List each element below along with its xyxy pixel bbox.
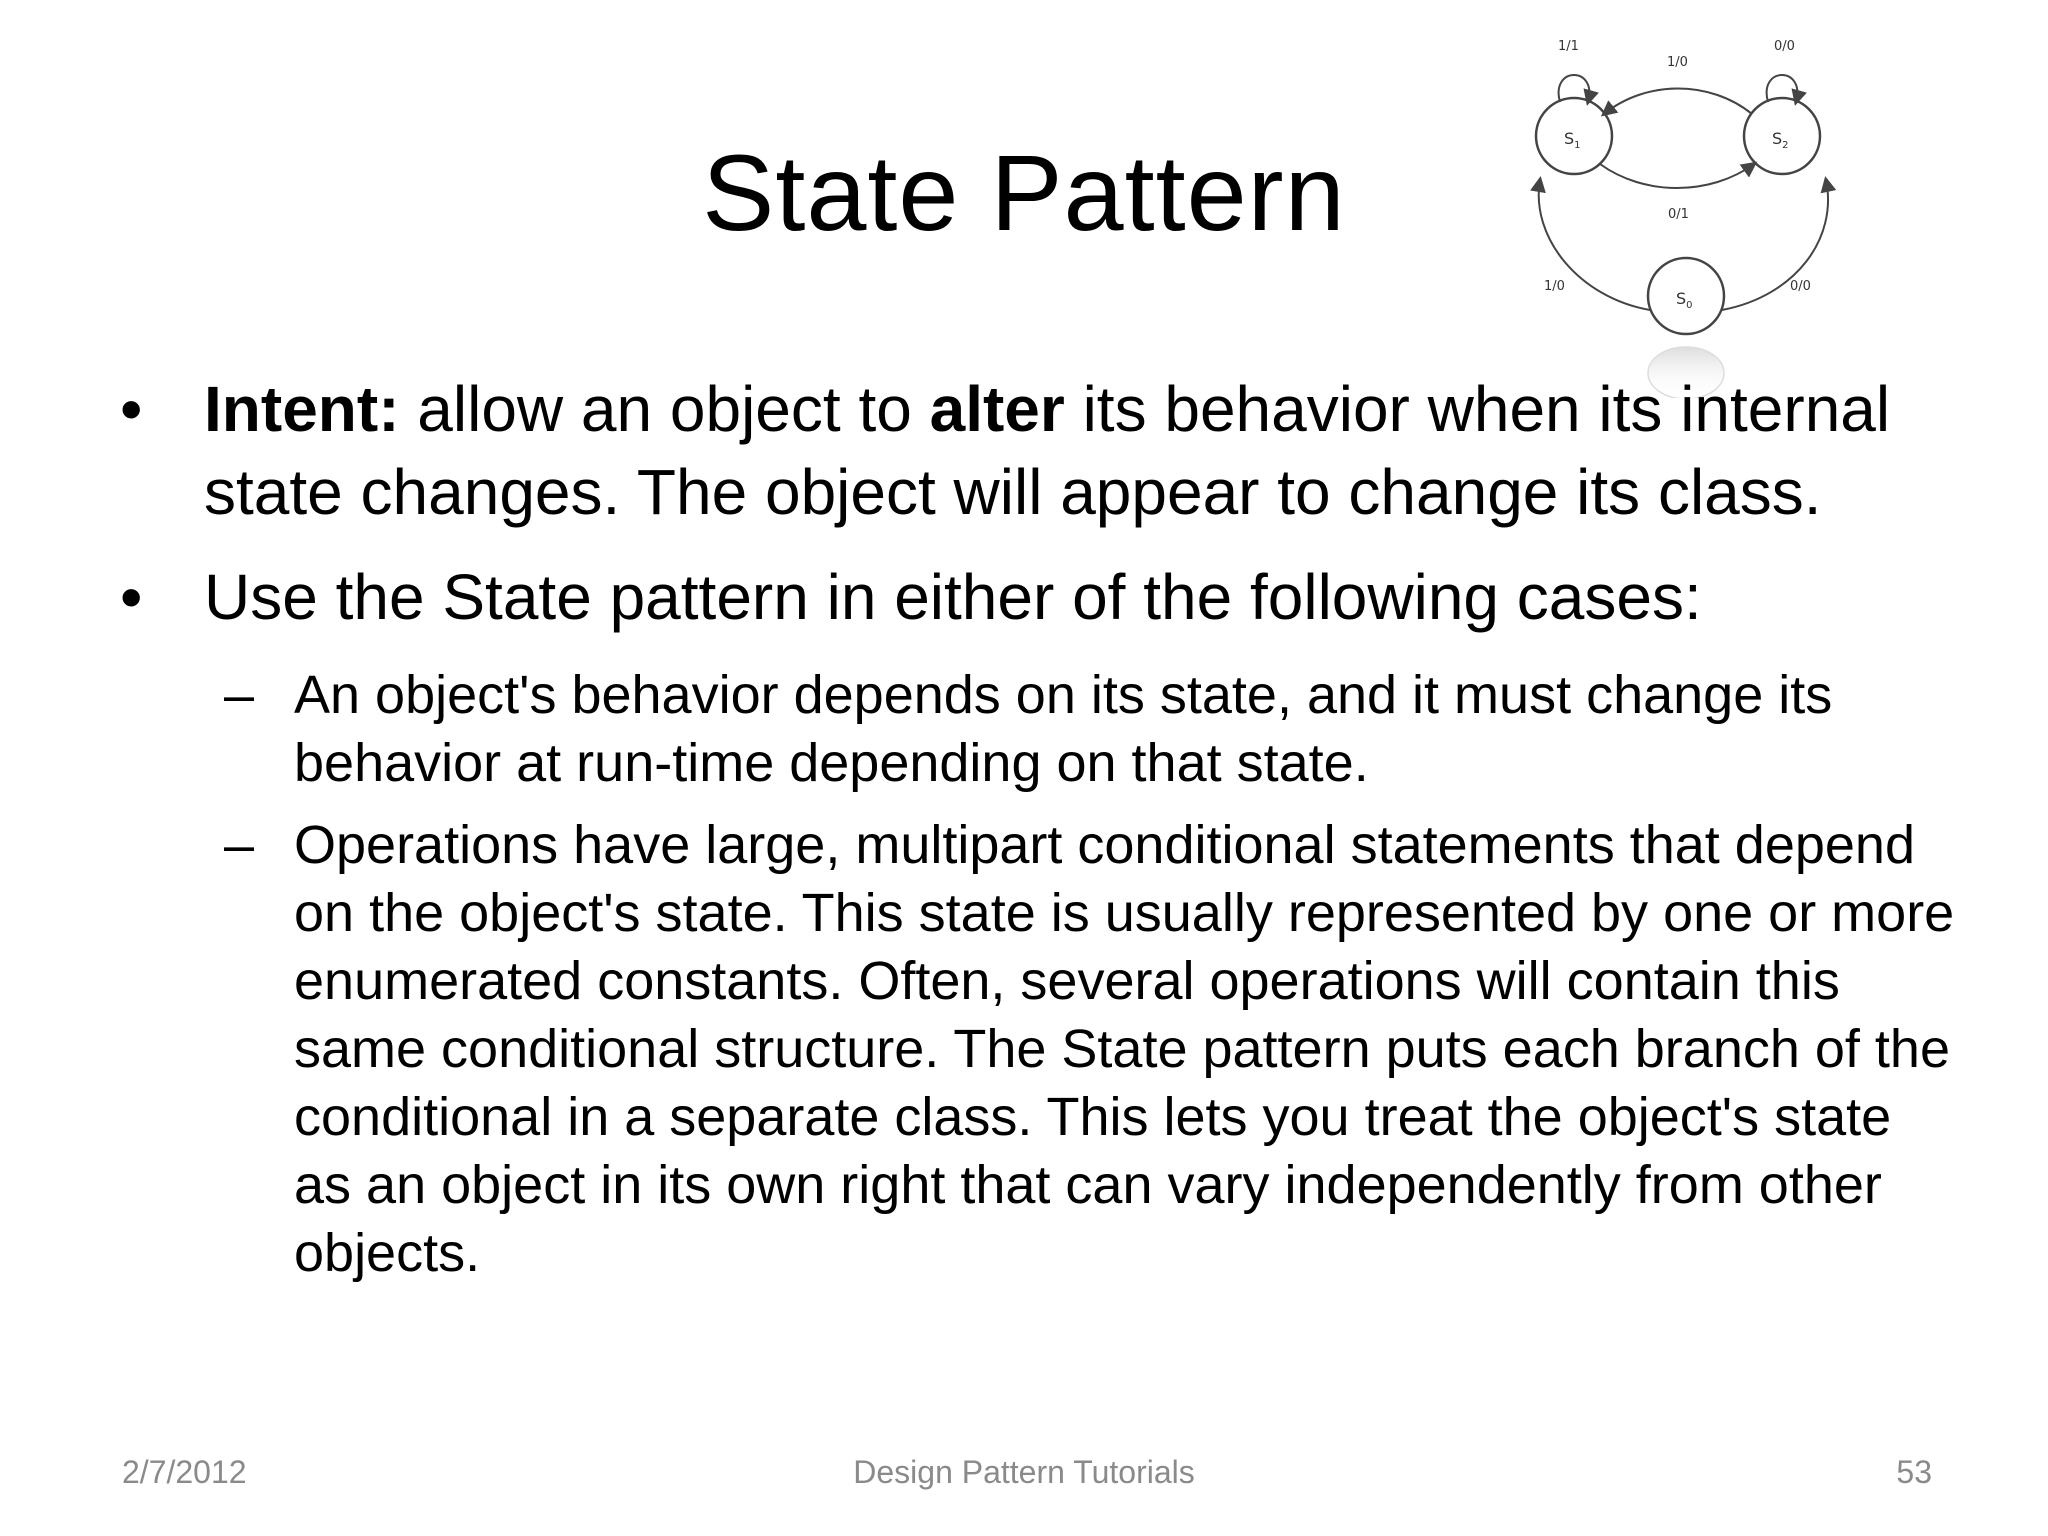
bullet-intent (120, 368, 1960, 534)
intent-emphasis: alter (929, 373, 1065, 445)
transition-label-s1-s2: 0/1 (1668, 207, 1689, 222)
transition-label-s2-self: 0/0 (1774, 39, 1795, 54)
sub-bullet-operations (120, 811, 1960, 1287)
sub-bullet-behavior-text: An object's behavior depends on its state, and it must change its behavior at run-time depending on that state. (294, 665, 1833, 793)
transition-s2-s1 (1604, 89, 1752, 115)
sub-bullet-mark: – (224, 665, 255, 725)
state-s0-label: $S_0$ (1676, 289, 1693, 311)
slide-title: State Pattern (702, 132, 1346, 253)
bullet-mark: • (120, 373, 143, 445)
transition-label-s0-s1: 1/0 (1544, 279, 1565, 294)
intent-label: Intent: (204, 373, 400, 445)
transition-s1-s2 (1600, 164, 1754, 188)
transition-label-s0-s2: 0/0 (1790, 279, 1811, 294)
bullet-use-cases (120, 556, 1960, 639)
transition-s0-s2 (1722, 180, 1828, 310)
footer-date: 2/7/2012 (122, 1454, 247, 1490)
state-s1-label: $S_1$ (1564, 129, 1581, 151)
bullet-use-cases-text: Use the State pattern in either of the following cases: (204, 561, 1702, 633)
intent-text-b: its behavior when its internal state changes. The object will appear to change its class. (204, 373, 1891, 528)
sub-bullet-operations-text: Operations have large, multipart conditional statements that depend on the object's state. This state is usually represented by one or more enumerated constants. Often, several operations will contain this same conditional structure. The State pattern puts each branch of the conditional in a separate class. This lets you treat the object's state as an object in its own right that can vary independently from other objects. (294, 815, 1955, 1283)
slide-content (120, 368, 1960, 1301)
state-machine-diagram (1520, 28, 1850, 398)
state-s2-label: $S_2$ (1772, 129, 1789, 151)
sub-bullet-mark: – (224, 815, 255, 875)
bullet-mark: • (120, 561, 143, 633)
transition-label-s1-self: 1/1 (1558, 39, 1579, 54)
intent-text-a: allow an object to (399, 373, 930, 445)
footer-page-number: 53 (1896, 1454, 1932, 1490)
transition-label-s2-s1: 1/0 (1667, 55, 1688, 70)
sub-bullet-behavior (120, 661, 1960, 797)
footer-course: Design Pattern Tutorials (853, 1454, 1195, 1490)
